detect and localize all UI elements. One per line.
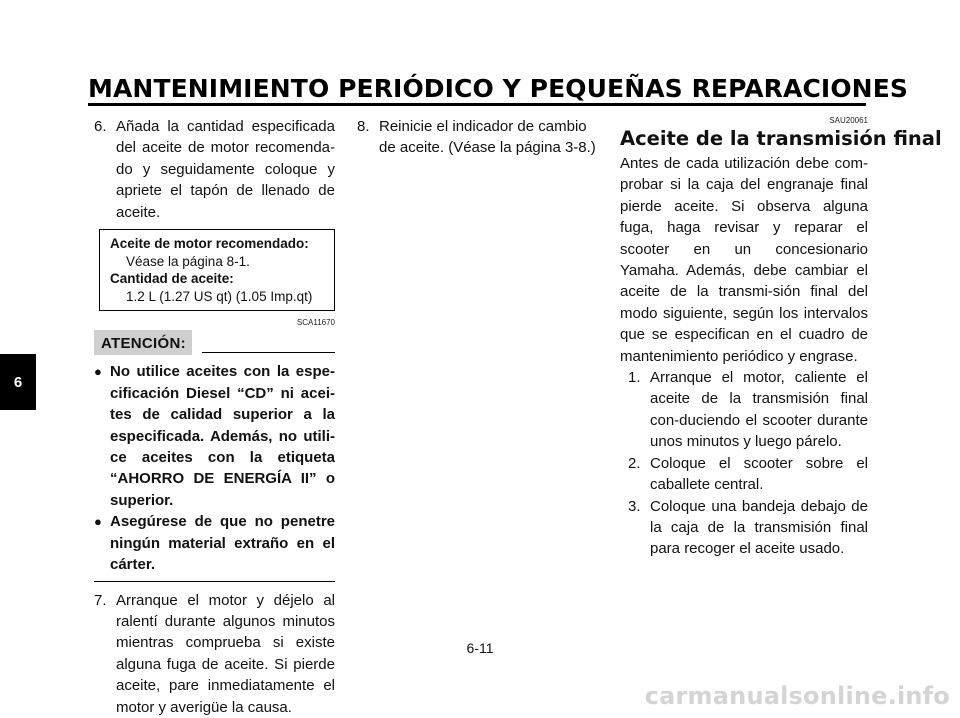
column-middle	[357, 116, 603, 159]
step-text: Añada la cantidad especificada del aceite de motor recomenda-do y seguidamente coloque y apriete el tapón de llenado de aceite.	[116, 118, 335, 221]
attention-end-rule	[94, 581, 335, 582]
list-item	[94, 361, 335, 511]
attention-header	[94, 330, 335, 355]
spec-value-quantity: 1.2 L (1.27 US qt) (1.05 Imp.qt)	[126, 288, 313, 304]
list-item	[94, 511, 335, 575]
attention-rule	[202, 352, 335, 353]
list-item	[628, 496, 868, 560]
spec-label-quantity: Cantidad de aceite:	[110, 271, 234, 287]
column-right	[620, 116, 942, 560]
watermark-link[interactable]: carmanualsonline.info	[644, 682, 950, 710]
column-left	[94, 116, 335, 718]
step-list	[620, 367, 868, 560]
step-number: 2.	[628, 454, 641, 472]
step-text: Reinicie el indicador de cambio de aceite. (Véase la página 3-8.)	[379, 118, 596, 157]
step-text: Coloque una bandeja debajo de la caja de la transmisión final para recoger el aceite usado.	[650, 497, 868, 558]
step-text: Coloque el scooter sobre el caballete central.	[650, 454, 868, 494]
bullet-icon: ●	[94, 364, 102, 380]
chapter-tab: 6	[0, 354, 36, 410]
spec-box	[99, 229, 335, 311]
step-text: Arranque el motor y déjelo al ralentí durante algunos minutos mientras comprueba si existe alguna fuga de aceite. Si pierde aceite, pare inmediatamente el motor y averigüe la causa.	[116, 591, 335, 716]
section-title: Aceite de la transmisión final	[620, 127, 942, 150]
step-number: 7.	[94, 591, 107, 609]
spec-value-oil: Véase la página 8-1.	[126, 253, 250, 269]
section-code: SCA11670	[296, 318, 335, 328]
step-6	[94, 116, 335, 223]
list-item	[628, 453, 868, 496]
bullet-icon: ●	[94, 514, 102, 530]
page-number: 6-11	[466, 640, 494, 656]
section-code: SAU20061	[829, 116, 868, 125]
page-title: MANTENIMIENTO PERIÓDICO Y PEQUEÑAS REPARACIONES	[88, 74, 908, 103]
spec-label-oil: Aceite de motor recomendado:	[110, 236, 309, 252]
step-text: Arranque el motor, caliente el aceite de la transmisión final con-duciendo el scooter durante unos minutos y luego párelo.	[650, 369, 868, 451]
attention-badge: ATENCIÓN:	[94, 330, 192, 355]
bullet-text: Asegúrese de que no penetre ningún material extraño en el cárter.	[110, 513, 335, 574]
bullet-text: No utilice aceites con la espe-cificación Diesel “CD” ni acei-tes de calidad superior a la especificada. Además, no utili-ce aceites con la etiqueta “AHORRO DE ENERGÍA II” o superior.	[110, 363, 335, 509]
step-number: 3.	[628, 497, 641, 515]
step-number: 8.	[357, 118, 370, 135]
step-8	[357, 116, 603, 159]
step-number: 6.	[94, 118, 107, 135]
section-intro: Antes de cada utilización debe com-probar si la caja del engranaje final pierde aceite. Si observa alguna fuga, haga revisar y reparar el scooter en un concesionario Yamaha. Además, debe cambiar el aceite de la transmi-sión final del modo siguiente, según los intervalos que se especifican en el cuadro de mantenimiento periódico y engrase.	[620, 155, 868, 365]
attention-list	[94, 361, 335, 575]
list-item	[628, 367, 868, 453]
step-number: 1.	[628, 369, 641, 387]
header-rule	[88, 103, 866, 106]
